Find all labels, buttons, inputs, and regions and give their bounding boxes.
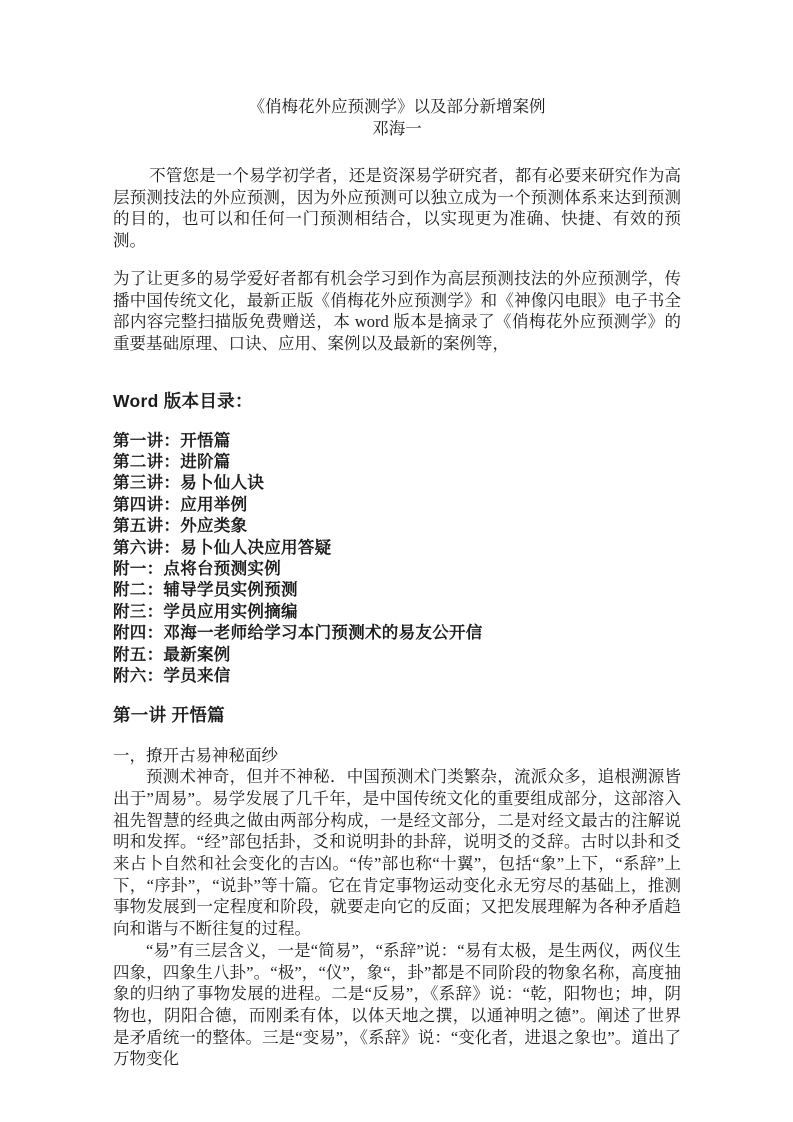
section-paragraph-1: 预测术神奇，但并不神秘．中国预测术门类繁杂，流派众多，追根溯源皆出于”周易”。易学发展了几千年，是中国传统文化的重要组成部分，这部溶入祖先智慧的经典之做由两部分构成，一是经文部分，二是对经文最古的注解说明和发挥。“经”部包括卦，爻和说明卦的卦辞，说明爻的爻辞。古时以卦和爻来占卜自然和社会变化的吉凶。“传”部也称“十翼”，包括“象”上下，“系辞”上下，“序卦”，“说卦”等十篇。它在肯定事物运动变化永无穷尽的基础上，推测事物发展到一定程度和阶段，就要走向它的反面；又把发展理解为各种矛盾趋向和谐与不断往复的过程。 xyxy=(113,767,681,939)
section-paragraph-2: “易”有三层含义，一是“简易”，“系辞”说：“易有太极，是生两仪，两仪生四象，四象生八卦”。“极”，“仪”，象“，卦”都是不同阶段的物象名称，高度抽象的归纳了事物发展的进程。二是“反易”，《系辞》说：“乾，阳物也；坤，阴物也，阴阳合德，而刚柔有体，以体天地之撰，以通神明之德”。阐述了世界是矛盾统一的整体。三是“变易”，《系辞》说：“变化者，进退之象也”。道出了万物变化 xyxy=(113,940,681,1069)
toc-item-appendix-4: 附四：邓海一老师给学习本门预测术的易友公开信 xyxy=(113,624,483,643)
toc-item-lecture-1: 第一讲：开悟篇 xyxy=(113,431,231,450)
subsection-heading: 一，撩开古易神秘面纱 xyxy=(113,745,278,765)
toc-item-appendix-6: 附六：学员来信 xyxy=(113,667,231,686)
toc-item-lecture-2: 第二讲：进阶篇 xyxy=(113,453,231,472)
toc-item-appendix-3: 附三：学员应用实例摘编 xyxy=(113,602,298,621)
toc-item-appendix-5: 附五：最新案例 xyxy=(113,645,231,664)
toc-item-lecture-4: 第四讲：应用举例 xyxy=(113,495,248,514)
document-author: 邓海一 xyxy=(372,119,422,138)
intro-paragraph-1: 不管您是一个易学初学者，还是资深易学研究者，都有必要来研究作为高层预测技法的外应预测，因为外应预测可以独立成为一个预测体系来达到预测的目的，也可以和任何一门预测相结合，以实现更为准确、快捷、有效的预测。 xyxy=(113,166,681,251)
toc-heading: Word 版本目录： xyxy=(113,390,253,411)
section-heading-lecture-1: 第一讲 开悟篇 xyxy=(113,704,225,725)
intro-paragraph-2: 为了让更多的易学爱好者都有机会学习到作为高层预测技法的外应预测学，传播中国传统文化，最新正版《俏梅花外应预测学》和《神像闪电眼》电子书全部内容完整扫描版免费赠送，本 word 版本是摘录了《俏梅花外应预测学》的重要基础原理、口诀、应用、案例以及最新的案例等， xyxy=(113,268,681,353)
document-title: 《俏梅花外应预测学》以及部分新增案例 xyxy=(248,97,546,116)
toc-list xyxy=(113,431,681,688)
toc-item-lecture-5: 第五讲：外应类象 xyxy=(113,517,248,536)
toc-item-appendix-1: 附一：点将台预测实例 xyxy=(113,560,281,579)
toc-item-lecture-6: 第六讲：易卜仙人决应用答疑 xyxy=(113,538,332,557)
toc-item-lecture-3: 第三讲：易卜仙人诀 xyxy=(113,474,265,493)
toc-item-appendix-2: 附二：辅导学员实例预测 xyxy=(113,581,298,600)
